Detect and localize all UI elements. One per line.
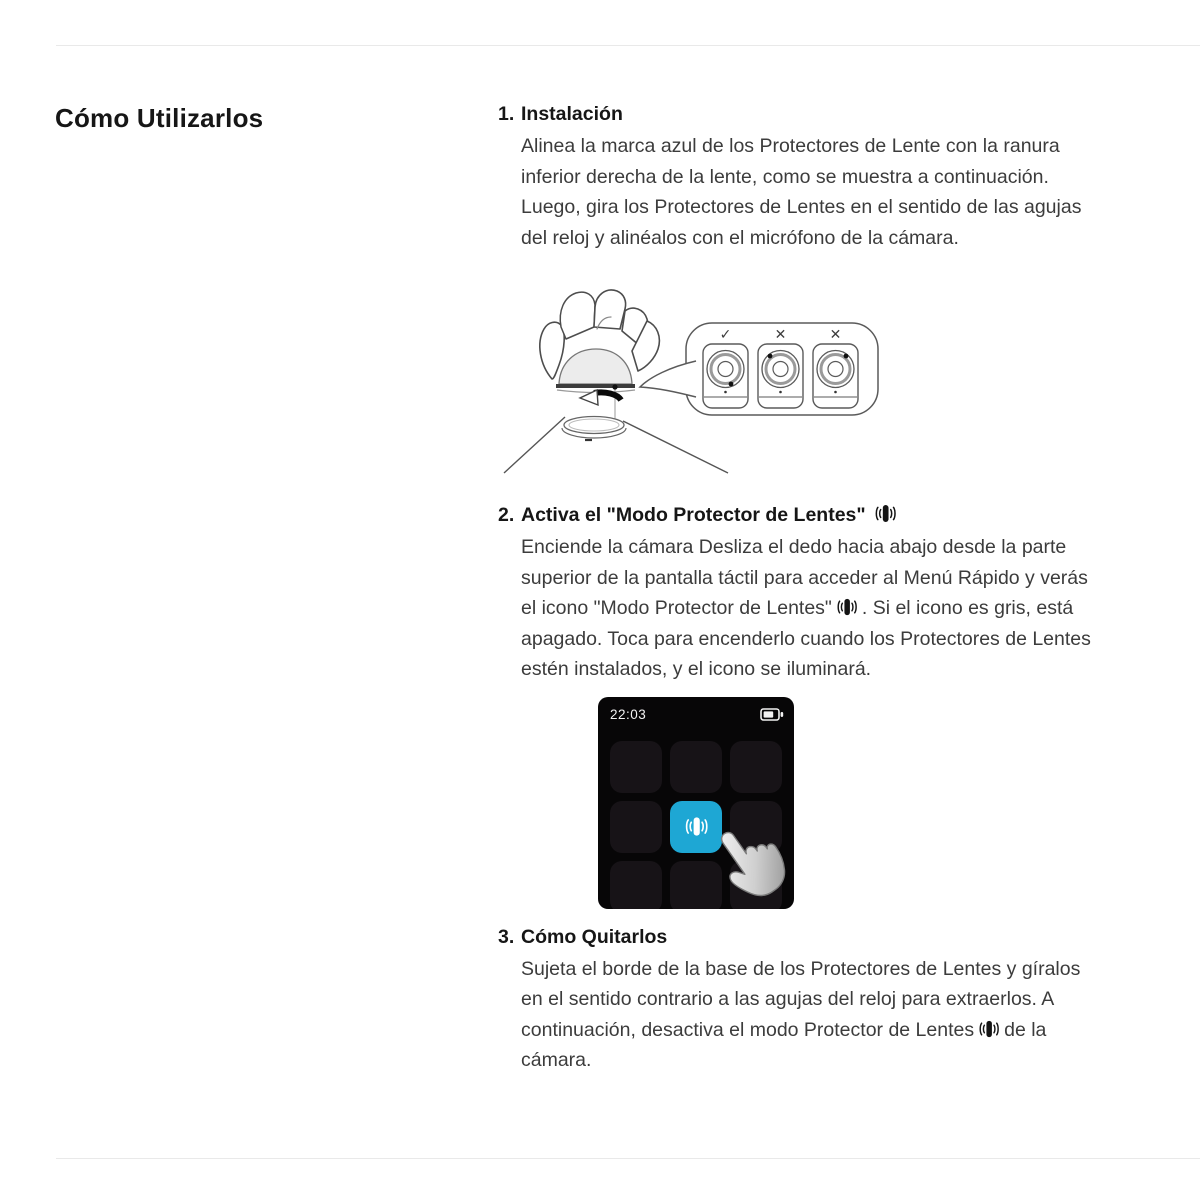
menu-tile [610,801,662,853]
lens-guard-mode-icon [977,1017,1001,1041]
section-installation-heading [498,100,1100,129]
installation-diagram [500,287,920,477]
cross-icon: ✕ [829,326,842,342]
alignment-callout [640,323,878,415]
hand-cursor-icon [684,815,788,909]
body-text: Enciende la cámara Desliza el dedo hacia abajo desde la parte superior de la pantalla táctil para acceder al Menú Rápido y verás el icono "Modo Protector de Lentes" [521,536,1088,619]
section-installation-body: Alinea la marca azul de los Protectores de Lente con la ranura inferior derecha de la lente, como se muestra a continuación. Luego, gira los Protectores de Lentes en el sentido de las agujas del reloj y alinéalos con el micrófono de la cámara. [521,135,1082,249]
clock-text: 22:03 [610,706,647,722]
section-activate [498,501,1100,685]
top-divider [56,45,1200,46]
lens-guard-dome [556,349,635,393]
page-title: Cómo Utilizarlos [55,103,264,133]
section-installation [498,100,1100,253]
lens-guard-mode-icon [835,595,859,619]
menu-tile [730,741,782,793]
section-number: 2. [498,504,515,526]
section-heading-label: Instalación [521,103,623,125]
bottom-divider [56,1158,1200,1159]
mini-camera-correct [703,344,748,408]
camera-top-illustration [504,417,728,474]
mini-camera-wrong-left [758,344,803,408]
section-removal-body [521,954,1100,1076]
lens-guard-mode-icon [873,501,898,526]
section-removal [498,923,1100,1076]
body-text: de la cámara. [521,1018,1047,1071]
cross-icon: ✕ [774,326,787,342]
menu-tile [610,861,662,909]
instructions-column [498,100,1100,1076]
menu-tile [610,741,662,793]
section-number: 3. [498,925,515,948]
section-activate-heading [498,501,1100,530]
section-heading-label: Cómo Quitarlos [521,925,668,948]
mini-camera-wrong-right [813,344,858,408]
camera-screen-illustration [598,697,794,909]
body-text: . Si el icono es gris, está apagado. Toca para encenderlo cuando los Protectores de Lentes estén instalados, y el icono se iluminará. [521,597,1091,680]
check-icon: ✓ [719,326,732,342]
section-heading-label: Activa el "Modo Protector de Lentes" [521,504,866,526]
battery-icon [760,708,784,721]
section-number: 1. [498,103,515,125]
guard-mark-dot [612,384,617,389]
body-text: Sujeta el borde de la base de los Protectores de Lentes y gíralos en el sentido contrario a las agujas del reloj para extraerlos. A continuación, desactiva el modo Protector de Lentes [521,957,1081,1041]
menu-tile [670,741,722,793]
section-activate-body [521,532,1100,685]
screen-statusbar [610,707,784,722]
section-removal-heading [498,923,1100,952]
